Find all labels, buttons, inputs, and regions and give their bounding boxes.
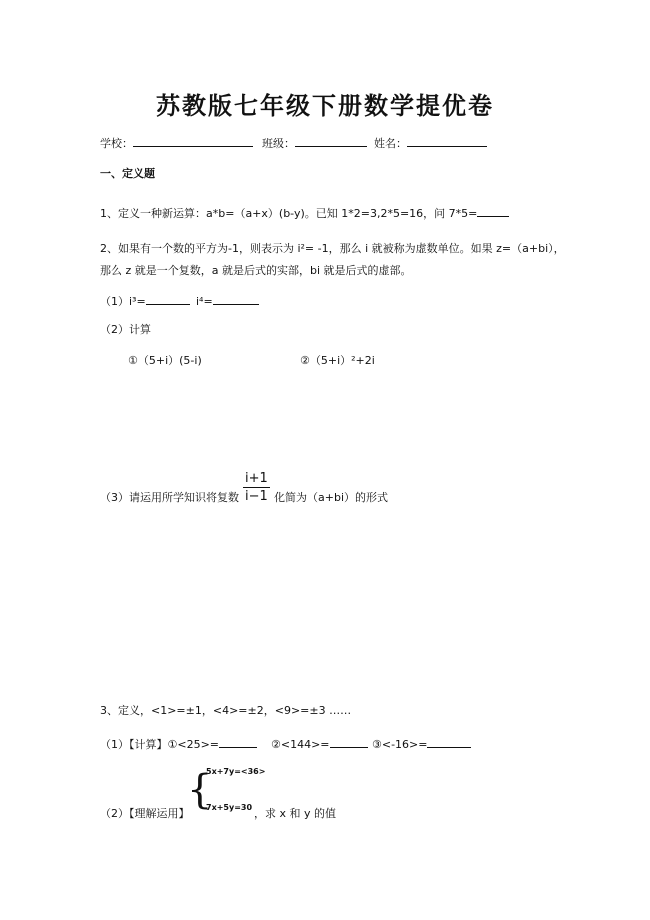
question-3-part-2-after: ，求 x 和 y 的值 <box>254 807 337 820</box>
answer-blank[interactable] <box>219 735 257 748</box>
school-blank[interactable] <box>133 134 253 147</box>
fraction-denominator: i−1 <box>245 489 268 504</box>
question-1 <box>100 204 509 221</box>
question-2-line-2: 那么 z 就是一个复数，a 就是后式的实部，bi 就是后式的虚部。 <box>100 264 412 277</box>
class-row <box>262 134 367 151</box>
equation-2: 7x+5y=30 <box>206 803 253 812</box>
system-brace: { <box>187 767 213 813</box>
name-label: 姓名： <box>374 137 407 150</box>
question-3-part-1b <box>271 735 368 751</box>
class-label: 班级： <box>262 137 295 150</box>
question-3-part-1c <box>372 735 471 751</box>
answer-blank[interactable] <box>477 204 509 217</box>
class-blank[interactable] <box>295 134 367 147</box>
question-2-part-2b: ②（5+i）²+2i <box>300 354 375 367</box>
question-2-part-3-after: 化简为（a+bi）的形式 <box>274 491 388 504</box>
part-label: i⁴= <box>196 295 213 308</box>
question-3-intro: 3、定义，<1>=±1，<4>=±2，<9>=±3 …… <box>100 704 352 717</box>
school-row <box>100 134 253 151</box>
question-3-part-2-label: （2）【理解运用】 <box>100 807 190 820</box>
answer-blank[interactable] <box>213 292 259 305</box>
answer-blank[interactable] <box>427 735 471 748</box>
part-label: ③<-16>= <box>372 738 428 751</box>
part-label: ②<144>= <box>271 738 330 751</box>
answer-blank[interactable] <box>330 735 368 748</box>
answer-blank[interactable] <box>146 292 190 305</box>
question-2-part-2: （2）计算 <box>100 323 151 336</box>
question-3-part-1a <box>100 735 257 752</box>
question-2-part-3-before: （3）请运用所学知识将复数 <box>100 491 239 504</box>
page-title: 苏教版七年级下册数学提优卷 <box>156 91 494 120</box>
part-label: （1）i³= <box>100 295 146 308</box>
question-2-line-1: 2、如果有一个数的平方为-1，则表示为 i²= -1，那么 i 就被称为虚数单位。如果 z=（a+bi）， <box>100 242 565 255</box>
name-blank[interactable] <box>407 134 487 147</box>
name-row <box>374 134 487 151</box>
fraction-numerator: i+1 <box>245 471 268 486</box>
school-label: 学校： <box>100 137 133 150</box>
equation-1: 5x+7y=<36> <box>206 767 266 776</box>
part-label: （1）【计算】①<25>= <box>100 738 220 751</box>
complex-fraction <box>243 471 270 504</box>
question-2-part-1b <box>196 292 259 308</box>
section-heading: 一、定义题 <box>100 167 155 180</box>
question-1-text: 1、定义一种新运算：a*b=（a+x）(b-y)。已知 1*2=3,2*5=16，问 7*5= <box>100 207 478 220</box>
question-2-part-1a <box>100 292 190 309</box>
question-2-part-2a: ①（5+i）(5-i) <box>128 354 202 367</box>
